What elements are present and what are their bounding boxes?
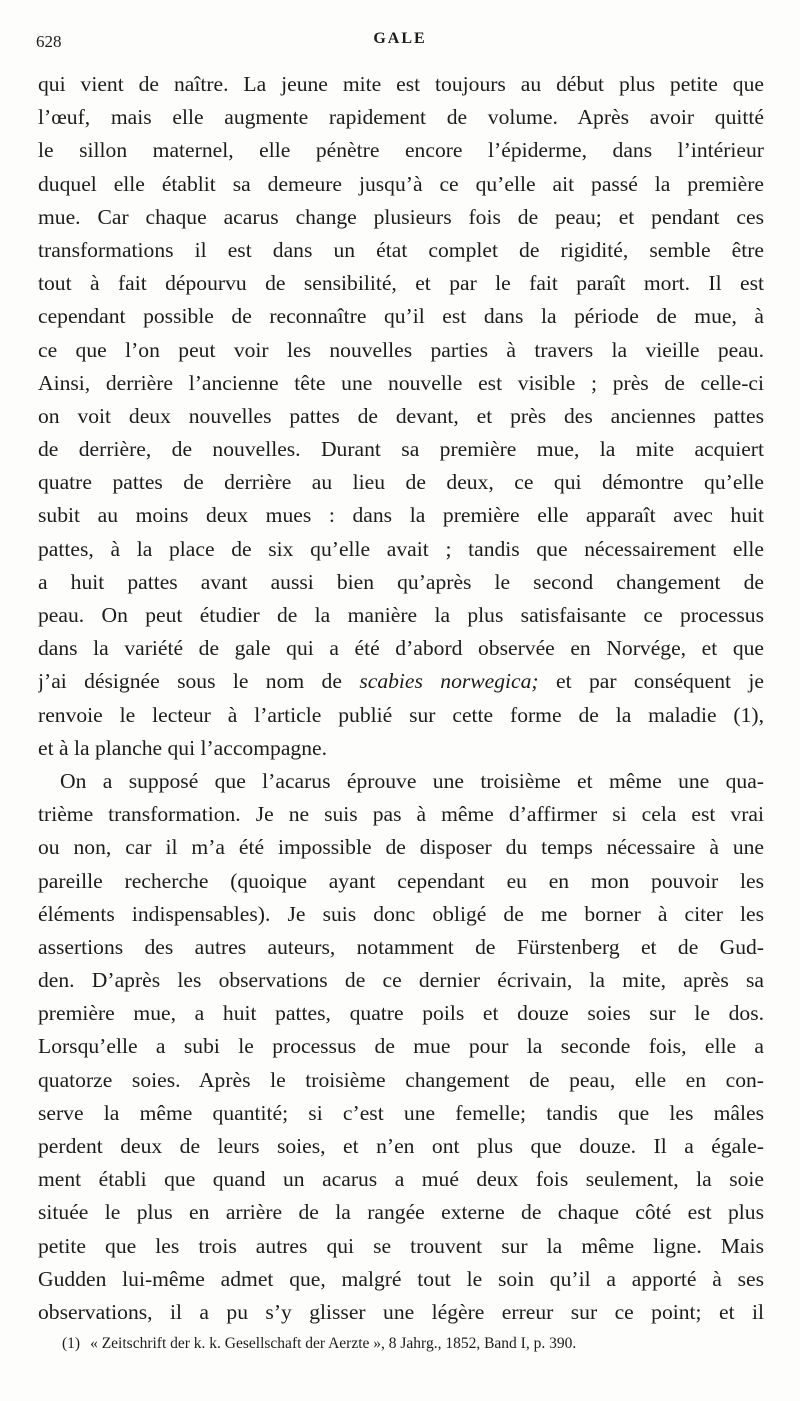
text-line: Ainsi, derrière l’ancienne tête une nouvelle est visible ; près de celle-ci	[38, 370, 764, 395]
footnote-marker: (1)	[62, 1335, 81, 1352]
text-line: a huit pattes avant aussi bien qu’après le second changement de	[38, 569, 764, 594]
running-title: GALE	[373, 30, 427, 47]
text-line: de derrière, de nouvelles. Durant sa première mue, la mite acquiert	[38, 437, 764, 462]
text-line: tout à fait dépourvu de sensibilité, et par le fait paraît mort. Il est	[38, 271, 764, 296]
text-segment: j’ai désignée sous le nom de	[38, 669, 360, 694]
text-line-with-italic	[38, 665, 764, 698]
italic-term: scabies norwegica;	[359, 669, 539, 694]
text-segment: et par conséquent je	[538, 669, 764, 694]
text-line: observations, il a pu s’y glisser une légère erreur sur ce point; et il	[38, 1299, 764, 1324]
text-line: le sillon maternel, elle pénètre encore l’épiderme, dans l’intérieur	[38, 138, 764, 163]
text-line: et à la planche qui l’accompagne.	[38, 735, 327, 760]
text-line: renvoie le lecteur à l’article publié sur cette forme de la maladie (1),	[38, 702, 764, 727]
paragraph-2	[38, 765, 764, 1329]
text-line: petite que les trois autres qui se trouvent sur la même ligne. Mais	[38, 1233, 764, 1258]
text-line: située le plus en arrière de la rangée externe de chaque côté est plus	[38, 1200, 764, 1225]
text-line: ou non, car il m’a été impossible de disposer du temps nécessaire à une	[38, 835, 764, 860]
text-line: qui vient de naître. La jeune mite est toujours au début plus petite que	[38, 72, 764, 96]
text-line: transformations il est dans un état complet de rigidité, semble être	[38, 237, 764, 262]
text-line: quatre pattes de derrière au lieu de deux, ce qui démontre qu’elle	[38, 470, 764, 495]
text-line: On a supposé que l’acarus éprouve une troisième et même une qua-	[60, 768, 764, 793]
text-line: mue. Car chaque acarus change plusieurs fois de peau; et pendant ces	[38, 204, 764, 229]
text-line: trième transformation. Je ne suis pas à même d’affirmer si cela est vrai	[38, 802, 764, 827]
text-line: Lorsqu’elle a subi le processus de mue pour la seconde fois, elle a	[38, 1034, 764, 1059]
text-line: pattes, à la place de six qu’elle avait ; tandis que nécessairement elle	[38, 536, 764, 561]
footnote-text: « Zeitschrift der k. k. Gesellschaft der Aerzte », 8 Jahrg., 1852, Band I, p. 390.	[90, 1335, 577, 1352]
text-line: pareille recherche (quoique ayant cependant eu en mon pouvoir les	[38, 868, 764, 893]
text-line: première mue, a huit pattes, quatre poils et douze soies sur le dos.	[38, 1001, 764, 1026]
paragraph-1	[38, 68, 764, 765]
page-header	[36, 30, 764, 56]
text-line: ce que l’on peut voir les nouvelles parties à travers la vieille peau.	[38, 337, 764, 362]
body-text	[38, 68, 764, 1329]
text-line: on voit deux nouvelles pattes de devant, et près des anciennes pattes	[38, 403, 764, 428]
text-line: serve la même quantité; si c’est une femelle; tandis que les mâles	[38, 1100, 764, 1125]
text-line: duquel elle établit sa demeure jusqu’à ce qu’elle ait passé la première	[38, 171, 764, 196]
text-line: subit au moins deux mues : dans la première elle apparaît avec huit	[38, 503, 764, 528]
text-line: perdent deux de leurs soies, et n’en ont plus que douze. Il a égale-	[38, 1134, 764, 1158]
text-line: l’œuf, mais elle augmente rapidement de volume. Après avoir quitté	[38, 105, 764, 130]
text-line: ment établi que quand un acarus a mué deux fois seulement, la soie	[38, 1167, 764, 1192]
text-line: assertions des autres auteurs, notamment de Fürstenberg et de Gud-	[38, 934, 764, 959]
text-line: éléments indispensables). Je suis donc obligé de me borner à citer les	[38, 901, 764, 926]
text-line: cependant possible de reconnaître qu’il est dans la période de mue, à	[38, 304, 764, 329]
page-number: 628	[36, 32, 62, 51]
footnote	[62, 1333, 774, 1355]
text-line: quatorze soies. Après le troisième changement de peau, elle en con-	[38, 1067, 764, 1092]
text-line: den. D’après les observations de ce dernier écrivain, la mite, après sa	[38, 968, 764, 993]
text-line: dans la variété de gale qui a été d’abord observée en Norvége, et que	[38, 636, 764, 661]
text-line: Gudden lui-même admet que, malgré tout le soin qu’il a apporté à ses	[38, 1266, 764, 1291]
text-line: peau. On peut étudier de la manière la plus satisfaisante ce processus	[38, 603, 764, 627]
